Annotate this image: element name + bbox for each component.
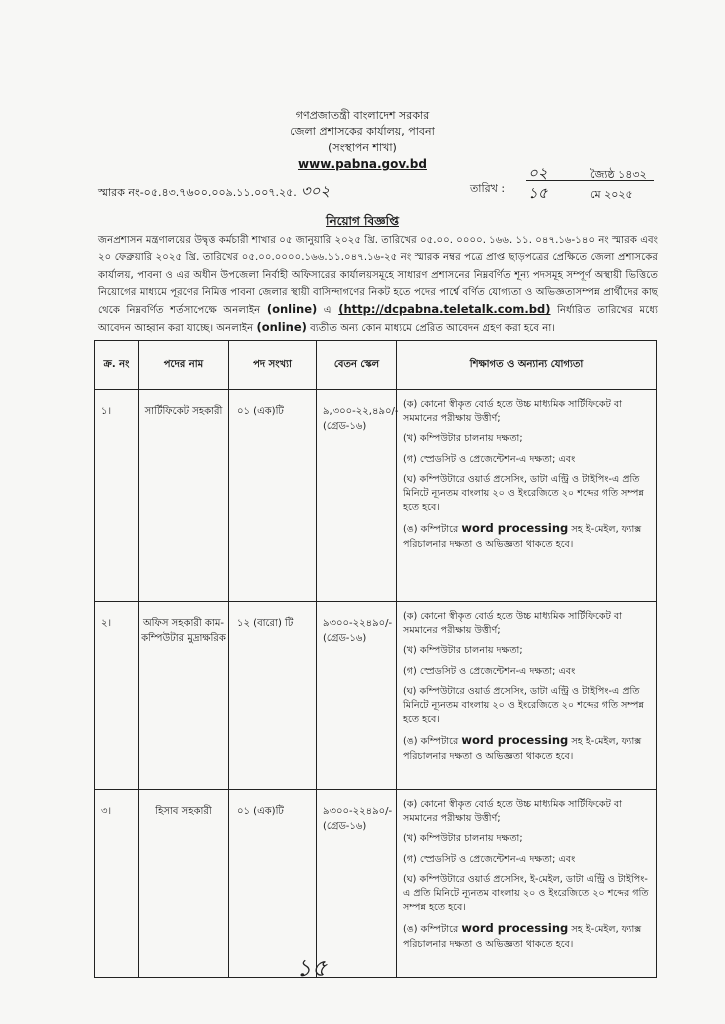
- row-count: ০১ (এক)টি: [229, 790, 317, 978]
- table-row: [95, 390, 657, 602]
- bangla-day: ০২: [528, 164, 548, 182]
- application-link[interactable]: (http://dcpabna.teletalk.com.bd): [338, 302, 551, 317]
- row-pay: ৯,৩০০-২২,৪৯০/- (গ্রেড-১৬): [317, 390, 397, 602]
- row-qualification: (ক) কোনো স্বীকৃত বোর্ড হতে উচ্চ মাধ্যমিক সার্টিফিকেট বা সমমানের পরীক্ষায় উত্তীর্ণ; (খ) কম্পিউটার চালনায় দক্ষতা; (গ) স্প্রেডসিট ও প্রেজেন্টেশন-এ দক্ষতা; এবং (ঘ) কম্পিউটারে ওয়ার্ড প্রসেসিং, ডাটা এন্ট্রি ও টাইপিং-এ প্রতি মিনিটে ন্যূনতম বাংলায় ২০ ও ইংরেজিতে ২০ শব্দের গতি সম্পন্ন হতে হবে। (ঙ) কম্পিটারে word processing সহ ই-মেইল, ফ্যাক্স পরিচালনার দক্ষতা ও অভিজ্ঞতা থাকতে হবে।: [397, 602, 657, 790]
- header-pay: বেতন স্কেল: [317, 341, 397, 390]
- english-month-year: মে ২০২৫: [590, 188, 633, 201]
- vacancy-table: [94, 340, 657, 978]
- row-sl: ২।: [95, 602, 139, 790]
- notice-title: নিয়োগ বিজ্ঞপ্তি: [326, 214, 399, 228]
- intro-paragraph: জনপ্রশাসন মন্ত্রণালয়ের উদ্বৃত্ত কর্মচারী শাখার ০৫ জানুয়ারি ২০২৫ খ্রি. তারিখের ০৫.০০. ০০০০. ১৬৬. ১১. ০৪৭.১৬-১৪০ নং স্মারক এবং ২০ ফেব্রুয়ারি ২০২৫ খ্রি. তারিখের ০৫.০০.০০০০.১৬৬.১১.০৪৭.১৬-২৫ নং স্মারক নম্বর পত্রে প্রাপ্ত ছাড়পত্রের প্রেক্ষিতে জেলা প্রশাসকের কার্যালয়, পাবনা ও এর অধীন উপজেলা নির্বাহী অফিসারের কার্যালয়সমূহে সাধারণ প্রশাসনের নিম্নবর্ণিত শূন্য পদসমূহ সম্পূর্ণ অস্থায়ী ভিত্তিতে নিয়োগের মাধ্যমে পূরণের নিমিত্ত পাবনা জেলার স্থায়ী বাসিন্দাগণের নিকট হতে পদের পার্শ্বে বর্ণিত যোগ্যতা ও অভিজ্ঞতাসম্পন্ন প্রার্থীদের কাছ থেকে নিম্নবর্ণিত শর্তসাপেক্ষে অনলাইন (online) এ (http://dcpabna.teletalk.com.bd) নির্ধারিত তারিখের মধ্যে আবেদন আহ্বান করা যাচ্ছে। অনলাইন (online) ব্যতীত অন্য কোন মাধ্যমে প্রেরিত আবেদন গ্রহণ করা হবে না।: [98, 235, 658, 335]
- header-sl: ক্র. নং: [95, 341, 139, 390]
- row-post: অফিস সহকারী কাম-কম্পিউটার মুদ্রাক্ষরিক: [139, 602, 229, 790]
- row-count: ১২ (বারো) টি: [229, 602, 317, 790]
- date-label: তারিখ :: [470, 182, 506, 195]
- office-name: জেলা প্রশাসকের কার্যালয়, পাবনা: [290, 125, 435, 138]
- bangla-month-year: জ্যৈষ্ঠ ১৪৩২: [590, 168, 647, 181]
- memo-handwritten-number: ৩০২: [300, 182, 331, 200]
- row-pay: ৯৩০০-২২৪৯০/- (গ্রেড-১৬): [317, 602, 397, 790]
- memo-number: [98, 180, 330, 205]
- table-row: [95, 602, 657, 790]
- table-header-row: [95, 341, 657, 390]
- memo-label: স্মারক নং-০৫.৪৩.৭৬০০.০০৯.১১.০০৭.২৫.: [98, 186, 297, 199]
- row-count: ০১ (এক)টি: [229, 390, 317, 602]
- date-divider: [526, 180, 654, 181]
- row-pay: ৯৩০০-২২৪৯০/- (গ্রেড-১৬): [317, 790, 397, 978]
- header-post: পদের নাম: [139, 341, 229, 390]
- row-sl: ৩।: [95, 790, 139, 978]
- section-name: (সংস্থাপন শাখা): [328, 141, 397, 154]
- header-qualification: শিক্ষাগত ও অন্যান্য যোগ্যতা: [397, 341, 657, 390]
- row-post: হিসাব সহকারী: [139, 790, 229, 978]
- row-sl: ১।: [95, 390, 139, 602]
- handwritten-page-number: ১৫: [296, 954, 328, 982]
- row-qualification: (ক) কোনো স্বীকৃত বোর্ড হতে উচ্চ মাধ্যমিক সার্টিফিকেট বা সমমানের পরীক্ষায় উত্তীর্ণ; (খ) কম্পিউটার চালনায় দক্ষতা; (গ) স্প্রেডসিট ও প্রেজেন্টেশন-এ দক্ষতা; এবং (ঘ) কম্পিউটারে ওয়ার্ড প্রসেসিং, ই-মেইল, ডাটা এন্ট্রি ও টাইপিং-এ প্রতি মিনিটে ন্যূনতম বাংলায় ২০ ও ইংরেজিতে ২০ শব্দের গতি সম্পন্ন হতে হবে। (ঙ) কম্পিটারে word processing সহ ই-মেইল, ফ্যাক্স পরিচালনার দক্ষতা ও অভিজ্ঞতা থাকতে হবে।: [397, 790, 657, 978]
- english-date: [528, 182, 633, 207]
- table-row: [95, 790, 657, 978]
- website-link[interactable]: www.pabna.gov.bd: [298, 157, 427, 171]
- row-post: সার্টিফিকেট সহকারী: [139, 390, 229, 602]
- govt-name: গণপ্রজাতন্ত্রী বাংলাদেশ সরকার: [295, 109, 430, 122]
- row-qualification: (ক) কোনো স্বীকৃত বোর্ড হতে উচ্চ মাধ্যমিক সার্টিফিকেট বা সমমানের পরীক্ষায় উত্তীর্ণ; (খ) কম্পিউটার চালনায় দক্ষতা; (গ) স্প্রেডসিট ও প্রেজেন্টেশন-এ দক্ষতা; এবং (ঘ) কম্পিউটারে ওয়ার্ড প্রসেসিং, ডাটা এন্ট্রি ও টাইপিং-এ প্রতি মিনিটে ন্যূনতম বাংলায় ২০ ও ইংরেজিতে ২০ শব্দের গতি সম্পন্ন হতে হবে। (ঙ) কম্পিটারে word processing সহ ই-মেইল, ফ্যাক্স পরিচালনার দক্ষতা ও অভিজ্ঞতা থাকতে হবে।: [397, 390, 657, 602]
- english-day: ১৫: [528, 184, 548, 202]
- header-count: পদ সংখ্যা: [229, 341, 317, 390]
